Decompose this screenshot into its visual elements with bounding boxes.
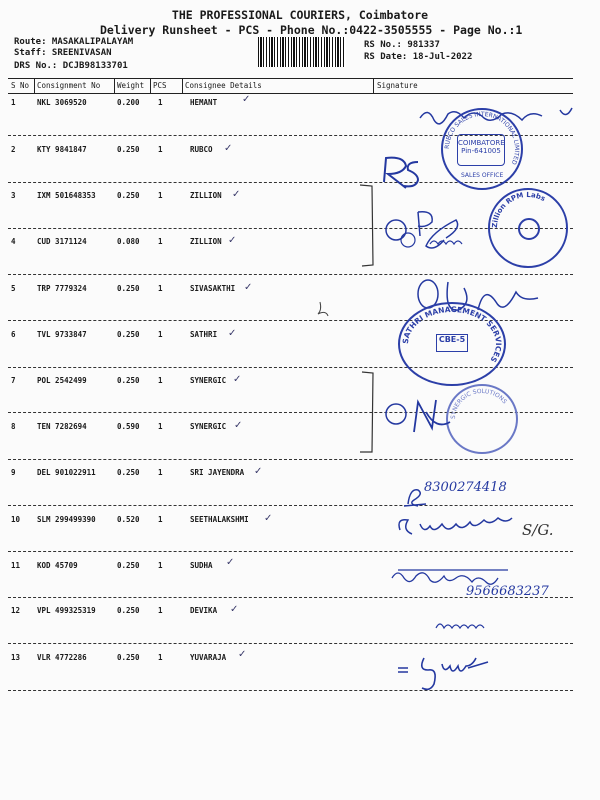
check-mark: ✓ xyxy=(228,328,237,339)
row-consignment: TVL 9733847 xyxy=(37,330,87,339)
row-sno: 2 xyxy=(11,145,16,154)
check-mark: ✓ xyxy=(264,513,273,524)
check-mark: ✓ xyxy=(224,143,233,154)
row-pcs: 1 xyxy=(158,191,163,200)
row-weight: 0.250 xyxy=(117,191,140,200)
row-pcs: 1 xyxy=(158,422,163,431)
row-consignment: KOD 45709 xyxy=(37,561,78,570)
col-header-pcs: PCS xyxy=(153,81,167,90)
row-consignment: VPL 499325319 xyxy=(37,606,96,615)
row-consignee: ZILLION xyxy=(190,191,222,200)
row-sno: 9 xyxy=(11,468,16,477)
row-consignment: TEN 7282694 xyxy=(37,422,87,431)
staff-label: Staff: SREENIVASAN xyxy=(14,48,112,58)
rubco-stamp-office: SALES OFFICE xyxy=(461,172,504,179)
col-header-consignee: Consignee Details xyxy=(185,81,262,90)
check-mark: ✓ xyxy=(242,94,251,105)
rubco-stamp-ring-text: RUBCO SALES INTERNATIONAL LIMITED xyxy=(443,110,521,166)
row-sno: 10 xyxy=(11,515,21,524)
zillion-company-stamp xyxy=(488,188,568,268)
check-mark: ✓ xyxy=(232,189,241,200)
row-consignment: KTY 9841847 xyxy=(37,145,87,154)
row-sno: 4 xyxy=(11,237,16,246)
row-consignment: CUD 3171124 xyxy=(37,237,87,246)
row-consignment: TRP 7779324 xyxy=(37,284,87,293)
check-mark: ✓ xyxy=(254,466,263,477)
row-consignee: HEMANT xyxy=(190,98,218,107)
row-pcs: 1 xyxy=(158,145,163,154)
row-weight: 0.250 xyxy=(117,653,140,662)
row-weight: 0.250 xyxy=(117,468,140,477)
row-pcs: 1 xyxy=(158,237,163,246)
row-weight: 0.250 xyxy=(117,284,140,293)
row-sno: 1 xyxy=(11,98,16,107)
handwritten-note-row-10: S/G. xyxy=(522,521,554,539)
row-weight: 0.080 xyxy=(117,237,140,246)
row-sno: 5 xyxy=(11,284,16,293)
col-header-weight: Weight xyxy=(117,81,145,90)
row-sno: 11 xyxy=(11,561,21,570)
row-sno: 12 xyxy=(11,606,21,615)
synergic-stamp-ring-text: SYNERGIC SOLUTIONS xyxy=(449,387,509,420)
row-consignee: SRI JAYENDRA xyxy=(190,468,245,477)
zillion-stamp-logo xyxy=(518,218,540,240)
row-consignee: YUVARAJA xyxy=(190,653,227,662)
rubco-stamp-center xyxy=(457,134,505,166)
signature-row-12 xyxy=(432,616,492,636)
row-pcs: 1 xyxy=(158,606,163,615)
row-weight: 0.520 xyxy=(117,515,140,524)
row-consignment: DEL 901022911 xyxy=(37,468,96,477)
row-pcs: 1 xyxy=(158,561,163,570)
signature-row-13 xyxy=(394,648,504,694)
row-consignee: SATHRI xyxy=(190,330,218,339)
rubco-stamp-city: COIMBATORE xyxy=(458,139,505,147)
route-label: Route: MASAKALIPALAYAM xyxy=(14,37,134,47)
row-consignment: IXM 501648353 xyxy=(37,191,96,200)
sathri-stamp-ring-text: SATHRI MANAGEMENT SERVICES xyxy=(400,304,504,365)
row-consignment: VLR 4772286 xyxy=(37,653,87,662)
signature-row-3-4 xyxy=(378,200,498,270)
rs-number: RS No.: 981337 xyxy=(364,40,440,50)
row-sno: 7 xyxy=(11,376,16,385)
row-pcs: 1 xyxy=(158,468,163,477)
row-pcs: 1 xyxy=(158,284,163,293)
row-weight: 0.250 xyxy=(117,330,140,339)
sathri-company-stamp xyxy=(398,302,506,386)
signature-row-2 xyxy=(378,152,458,192)
row-weight: 0.250 xyxy=(117,376,140,385)
row-pcs: 1 xyxy=(158,653,163,662)
row-pcs: 1 xyxy=(158,330,163,339)
rubco-stamp-pin: Pin-641005 xyxy=(461,147,501,155)
row-consignee: SYNERGIC xyxy=(190,376,227,385)
row-pcs: 1 xyxy=(158,515,163,524)
row-sno: 8 xyxy=(11,422,16,431)
signature-row-10 xyxy=(394,512,524,542)
row-sno: 6 xyxy=(11,330,16,339)
check-mark: ✓ xyxy=(230,604,239,615)
row-weight: 0.590 xyxy=(117,422,140,431)
row-consignment: NKL 3069520 xyxy=(37,98,87,107)
row-weight: 0.250 xyxy=(117,561,140,570)
row-consignee: SUDHA xyxy=(190,561,213,570)
row-consignee: ZILLION xyxy=(190,237,222,246)
row-sno: 3 xyxy=(11,191,16,200)
row-consignment: POL 2542499 xyxy=(37,376,87,385)
handwritten-phone-row-11: 9566683237 xyxy=(466,584,549,599)
check-mark: ✓ xyxy=(226,557,235,568)
row-pcs: 1 xyxy=(158,376,163,385)
row-consignment: SLM 299499390 xyxy=(37,515,96,524)
check-mark: ✓ xyxy=(233,374,242,385)
row-weight: 0.250 xyxy=(117,145,140,154)
row-consignee: RUBCO xyxy=(190,145,213,154)
col-header-signature: Signature xyxy=(377,81,418,90)
signature-row-7-8 xyxy=(380,392,460,452)
rs-date: RS Date: 18-Jul-2022 xyxy=(364,52,473,62)
row-consignee: SIVASAKTHI xyxy=(190,284,236,293)
row-pcs: 1 xyxy=(158,98,163,107)
zillion-stamp-ring-text: Zillion RPM Labs xyxy=(490,190,547,229)
row-consignee: SYNERGIC xyxy=(190,422,227,431)
company-title: THE PROFESSIONAL COURIERS, Coimbatore xyxy=(171,8,429,22)
handwritten-phone-row-9: 8300274418 xyxy=(424,480,507,495)
drs-number: DRS No.: DCJB98133701 xyxy=(14,61,128,71)
col-header-consignment: Consignment No xyxy=(37,81,101,90)
check-mark: ✓ xyxy=(228,235,237,246)
check-mark: ✓ xyxy=(234,420,243,431)
col-header-sno: S No xyxy=(11,81,30,90)
row-weight: 0.200 xyxy=(117,98,140,107)
check-mark: ✓ xyxy=(238,649,247,660)
runsheet-title: Delivery Runsheet - PCS - Phone No.:0422-3505555 - Page No.:1 xyxy=(100,23,523,37)
check-mark: ✓ xyxy=(244,282,253,293)
row-sno: 13 xyxy=(11,653,21,662)
row-consignee: DEVIKA xyxy=(190,606,218,615)
row-weight: 0.250 xyxy=(117,606,140,615)
row-consignee: SEETHALAKSHMI xyxy=(190,515,249,524)
sathri-stamp-center: CBE-5 xyxy=(436,334,468,352)
